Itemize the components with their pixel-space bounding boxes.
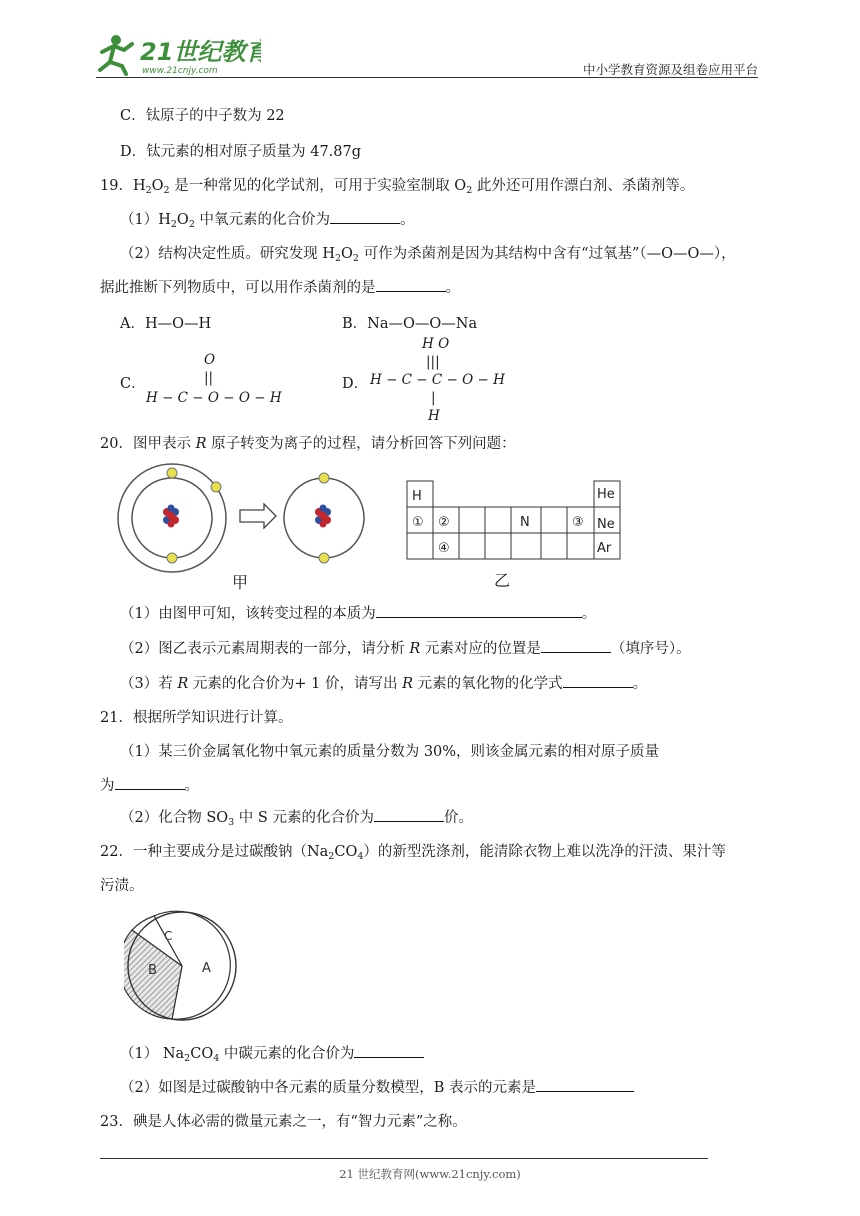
answer-blank[interactable]: [536, 1077, 634, 1092]
q19-option-d-top: H O: [422, 336, 450, 352]
header-platform-text: 中小学教育资源及组卷应用平台: [582, 62, 758, 77]
q18-option-c: C．钛原子的中子数为 22: [120, 108, 285, 124]
svg-text:H: H: [412, 489, 422, 504]
q19-option-d-bonds: |||: [426, 354, 440, 370]
mass-fraction-pie-model: [124, 908, 240, 1024]
svg-text:A: A: [202, 961, 211, 976]
site-logo: [96, 30, 261, 76]
q20-part1: （1）由图甲可知，该转变过程的本质为 。: [120, 602, 596, 623]
nucleus-icon: [163, 505, 179, 528]
q20-stem: 20．图甲表示 R 原子转变为离子的过程，请分析回答下列问题：: [100, 436, 516, 452]
logo-graphic: [96, 30, 261, 76]
q19-option-c-formula: H − C − O − O − H: [146, 390, 282, 406]
q19-option-b: B．Na—O—O—Na: [342, 316, 478, 332]
q19-stem: 19．$H_2O_2$ 是一种常见的化学试剂，可用于实验室制取 $O_2$ 此外还可用作漂白剂、杀菌剂等。: [100, 178, 695, 196]
q22-stem-line2: 污渍。: [100, 878, 144, 894]
q19-option-c-double-bond: ||: [204, 370, 214, 386]
periodic-table-fragment: [406, 480, 622, 560]
q18-option-d: D．钛元素的相对原子质量为 47.87g: [120, 144, 362, 160]
q21-part1-line2: 为 。: [100, 774, 199, 795]
svg-text:④: ④: [438, 541, 450, 556]
q19-option-d-formula: H − C − C − O − H: [370, 372, 505, 388]
footer-text: 21 世纪教育网(www.21cnjy.com): [339, 1167, 521, 1181]
svg-text:www.21cnjy.com: www.21cnjy.com: [142, 66, 218, 76]
answer-blank[interactable]: [541, 638, 611, 653]
q21-stem: 21．根据所学知识进行计算。: [100, 710, 293, 726]
figure-yi-label: 乙: [494, 571, 511, 590]
svg-text:He: He: [597, 487, 615, 502]
q22-part1: （1） $Na_2CO_4$ 中碳元素的化合价为: [120, 1042, 424, 1063]
svg-text:Ar: Ar: [597, 541, 612, 556]
q19-part2-line1: （2）结构决定性质。研究发现 $H_2O_2$ 可作为杀菌剂是因为其结构中含有“过氧基”（—O—O—），: [120, 246, 736, 264]
svg-text:21世纪教育: 21世纪教育: [140, 38, 261, 66]
svg-text:②: ②: [438, 515, 450, 530]
answer-blank[interactable]: [330, 209, 400, 224]
q19-part2-line2: 据此推断下列物质中，可以用作杀菌剂的是 。: [100, 276, 460, 297]
svg-text:Ne: Ne: [597, 517, 615, 532]
nucleus-icon: [315, 505, 331, 528]
answer-blank[interactable]: [374, 807, 444, 822]
q19-part1: $(1)H_2O_2$ 中氧元素的化合价为 。: [120, 208, 414, 229]
answer-blank[interactable]: [115, 775, 185, 790]
q21-part2: （2）化合物 $SO_3$ 中 S 元素的化合价为 价。: [120, 806, 473, 827]
ion-diagram: [284, 473, 364, 563]
q19-option-d-bar: |: [431, 390, 436, 406]
answer-blank[interactable]: [376, 603, 582, 618]
q19-option-c-label: C．: [120, 376, 146, 392]
q19-option-d-bottom: H: [428, 408, 440, 424]
answer-blank[interactable]: [563, 673, 633, 688]
svg-text:B: B: [148, 963, 157, 978]
q19-option-c-oxygen-top: O: [204, 352, 216, 368]
q22-stem-line1: 22．一种主要成分是过碳酸钠$(Na_2CO_4)$的新型洗涤剂，能清除衣物上难以洗净的汗渍、果汁等: [100, 844, 726, 862]
atom-diagram: [118, 464, 226, 572]
answer-blank[interactable]: [376, 277, 446, 292]
q22-part2: （2）如图是过碳酸钠中各元素的质量分数模型，B 表示的元素是: [120, 1076, 634, 1097]
arrow-right-icon: [240, 504, 276, 528]
q23-stem: 23．碘是人体必需的微量元素之一，有“智力元素”之称。: [100, 1114, 467, 1130]
q19-option-d-label: D．: [342, 376, 369, 392]
svg-text:C: C: [164, 929, 173, 943]
q21-part1-line1: （1）某三价金属氧化物中氧元素的质量分数为 30%，则该金属元素的相对原子质量: [120, 744, 660, 760]
q20-part2: （2）图乙表示元素周期表的一部分，请分析 R 元素对应的位置是 （填序号）。: [120, 637, 691, 658]
svg-text:①: ①: [412, 515, 424, 530]
header-divider: [96, 77, 758, 78]
q20-part3: （3）若 R 元素的化合价为+ 1 价，请写出 R 元素的氧化物的化学式 。: [120, 672, 647, 693]
footer-divider: [100, 1158, 708, 1159]
svg-text:③: ③: [572, 515, 584, 530]
answer-blank[interactable]: [354, 1043, 424, 1058]
figure-jia-label: 甲: [232, 573, 249, 592]
svg-text:N: N: [520, 515, 530, 530]
q19-option-a: A．H—O—H: [120, 316, 212, 332]
